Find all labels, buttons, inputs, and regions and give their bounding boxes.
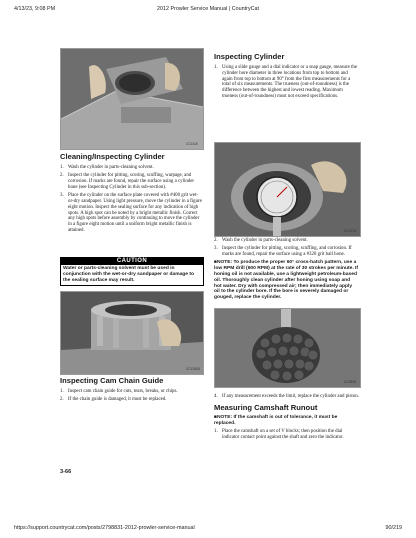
list-item: 1. Inspect cam chain guide for cuts, tears, breaks, or chips. xyxy=(60,389,178,394)
list-item: 1. Place the camshaft on a set of V blocks; then position the dial indicator contact point against the shaft and zero the indicator. xyxy=(214,429,344,441)
photo3-caption: CC127D xyxy=(344,229,357,233)
section-title-cleaning-cylinder: Cleaning/Inspecting Cylinder xyxy=(60,152,165,161)
print-url: https://support.countrycat.com/posts/2798831-2012-prowler-service-manual xyxy=(14,525,195,531)
note-honing: ■NOTE: To produce the proper 60° cross-hatch pattern, use a low RPM drill (600 RPM) at the rate of 30 strokes per minute. If honing oil is not available, use a lightweight petroleum-based oil. Thoroughly clean cylinder after honing using soap and hot water. Dry with compressed air; then immediately apply oil to the cylinder bore. If the bore is severely damaged or gouged, replace the cylinder. xyxy=(214,260,359,301)
print-datetime: 4/13/23, 9:08 PM xyxy=(14,6,56,12)
section-title-camshaft-runout: Measuring Camshaft Runout xyxy=(214,402,318,412)
photo4-caption: CC390D xyxy=(344,380,357,384)
caution-title: CAUTION xyxy=(61,258,203,265)
print-page-title: 2012 Prowler Service Manual | CountryCat xyxy=(156,6,260,12)
list-item: 3. Place the cylinder on the surface plate covered with #400 grit wet-or-dry sandpaper. Using light pressure, move the cylinder in a figure eight motion. Inspect the sealing surface for any indication of high spots. A high spot can be noted by a bright metallic finish. Correct any high spots before assembly by continuing to move the cylinder in a figure eight motion until a uniform bright metallic finish is attained. xyxy=(60,193,202,233)
print-page-count: 90/219 xyxy=(385,525,402,531)
list-item: 4. If any measurement exceeds the limit, replace the cylinder and piston. xyxy=(214,394,359,399)
photo-cylinder-sanding xyxy=(60,48,204,150)
section-title-inspecting-cylinder: Inspecting Cylinder xyxy=(214,52,285,61)
list-item: 2. Inspect the cylinder for pitting, scoring, scuffing, warpage, and corrosion. If marks are found, repair the surface using a cylinder hone (see Inspecting Cylinder in this sub-section). xyxy=(60,173,195,190)
list-item: 2. Wash the cylinder in parts-cleaning solvent. xyxy=(214,238,308,243)
caution-box xyxy=(60,257,204,286)
photo1-caption: CC1415 xyxy=(186,142,198,146)
photo-cylinder-on-plate xyxy=(60,291,204,375)
photo-bore-gauge xyxy=(214,142,361,237)
list-item: 2. If the chain guide is damaged, it must be replaced. xyxy=(60,397,167,403)
section-title-cam-chain-guide: Inspecting Cam Chain Guide xyxy=(60,376,164,385)
list-item: 3. Inspect the cylinder for pitting, scoring, scuffing, and corrosion. If marks are found, repair the surface using a #320 grit ball hone. xyxy=(214,246,352,258)
photo-ball-hone xyxy=(214,308,361,388)
note-camshaft-tolerance: ■NOTE: If the camshaft is out of tolerance, it must be replaced. xyxy=(214,414,338,426)
list-item: 1. Using a slide gauge and a dial indicator or a snap gauge, measure the cylinder bore diameter in three locations from top to bottom and again from top to bottom at 90° from the first measurements for a total of six measurements. The trueness (out-of-roundness) is the difference between the highest and lowest reading. Maximum trueness (out-of-roundness) must not exceed specifications. xyxy=(214,65,357,99)
page-number: 3-66 xyxy=(60,469,72,475)
list-item: 1. Wash the cylinder in parts-cleaning solvent. xyxy=(60,165,154,170)
photo2-caption: CC1280D xyxy=(186,367,200,371)
caution-text: Water or parts-cleaning solvent must be used in conjunction with the wet-or-dry sandpaper or damage to the sealing surface may result. xyxy=(63,266,194,283)
